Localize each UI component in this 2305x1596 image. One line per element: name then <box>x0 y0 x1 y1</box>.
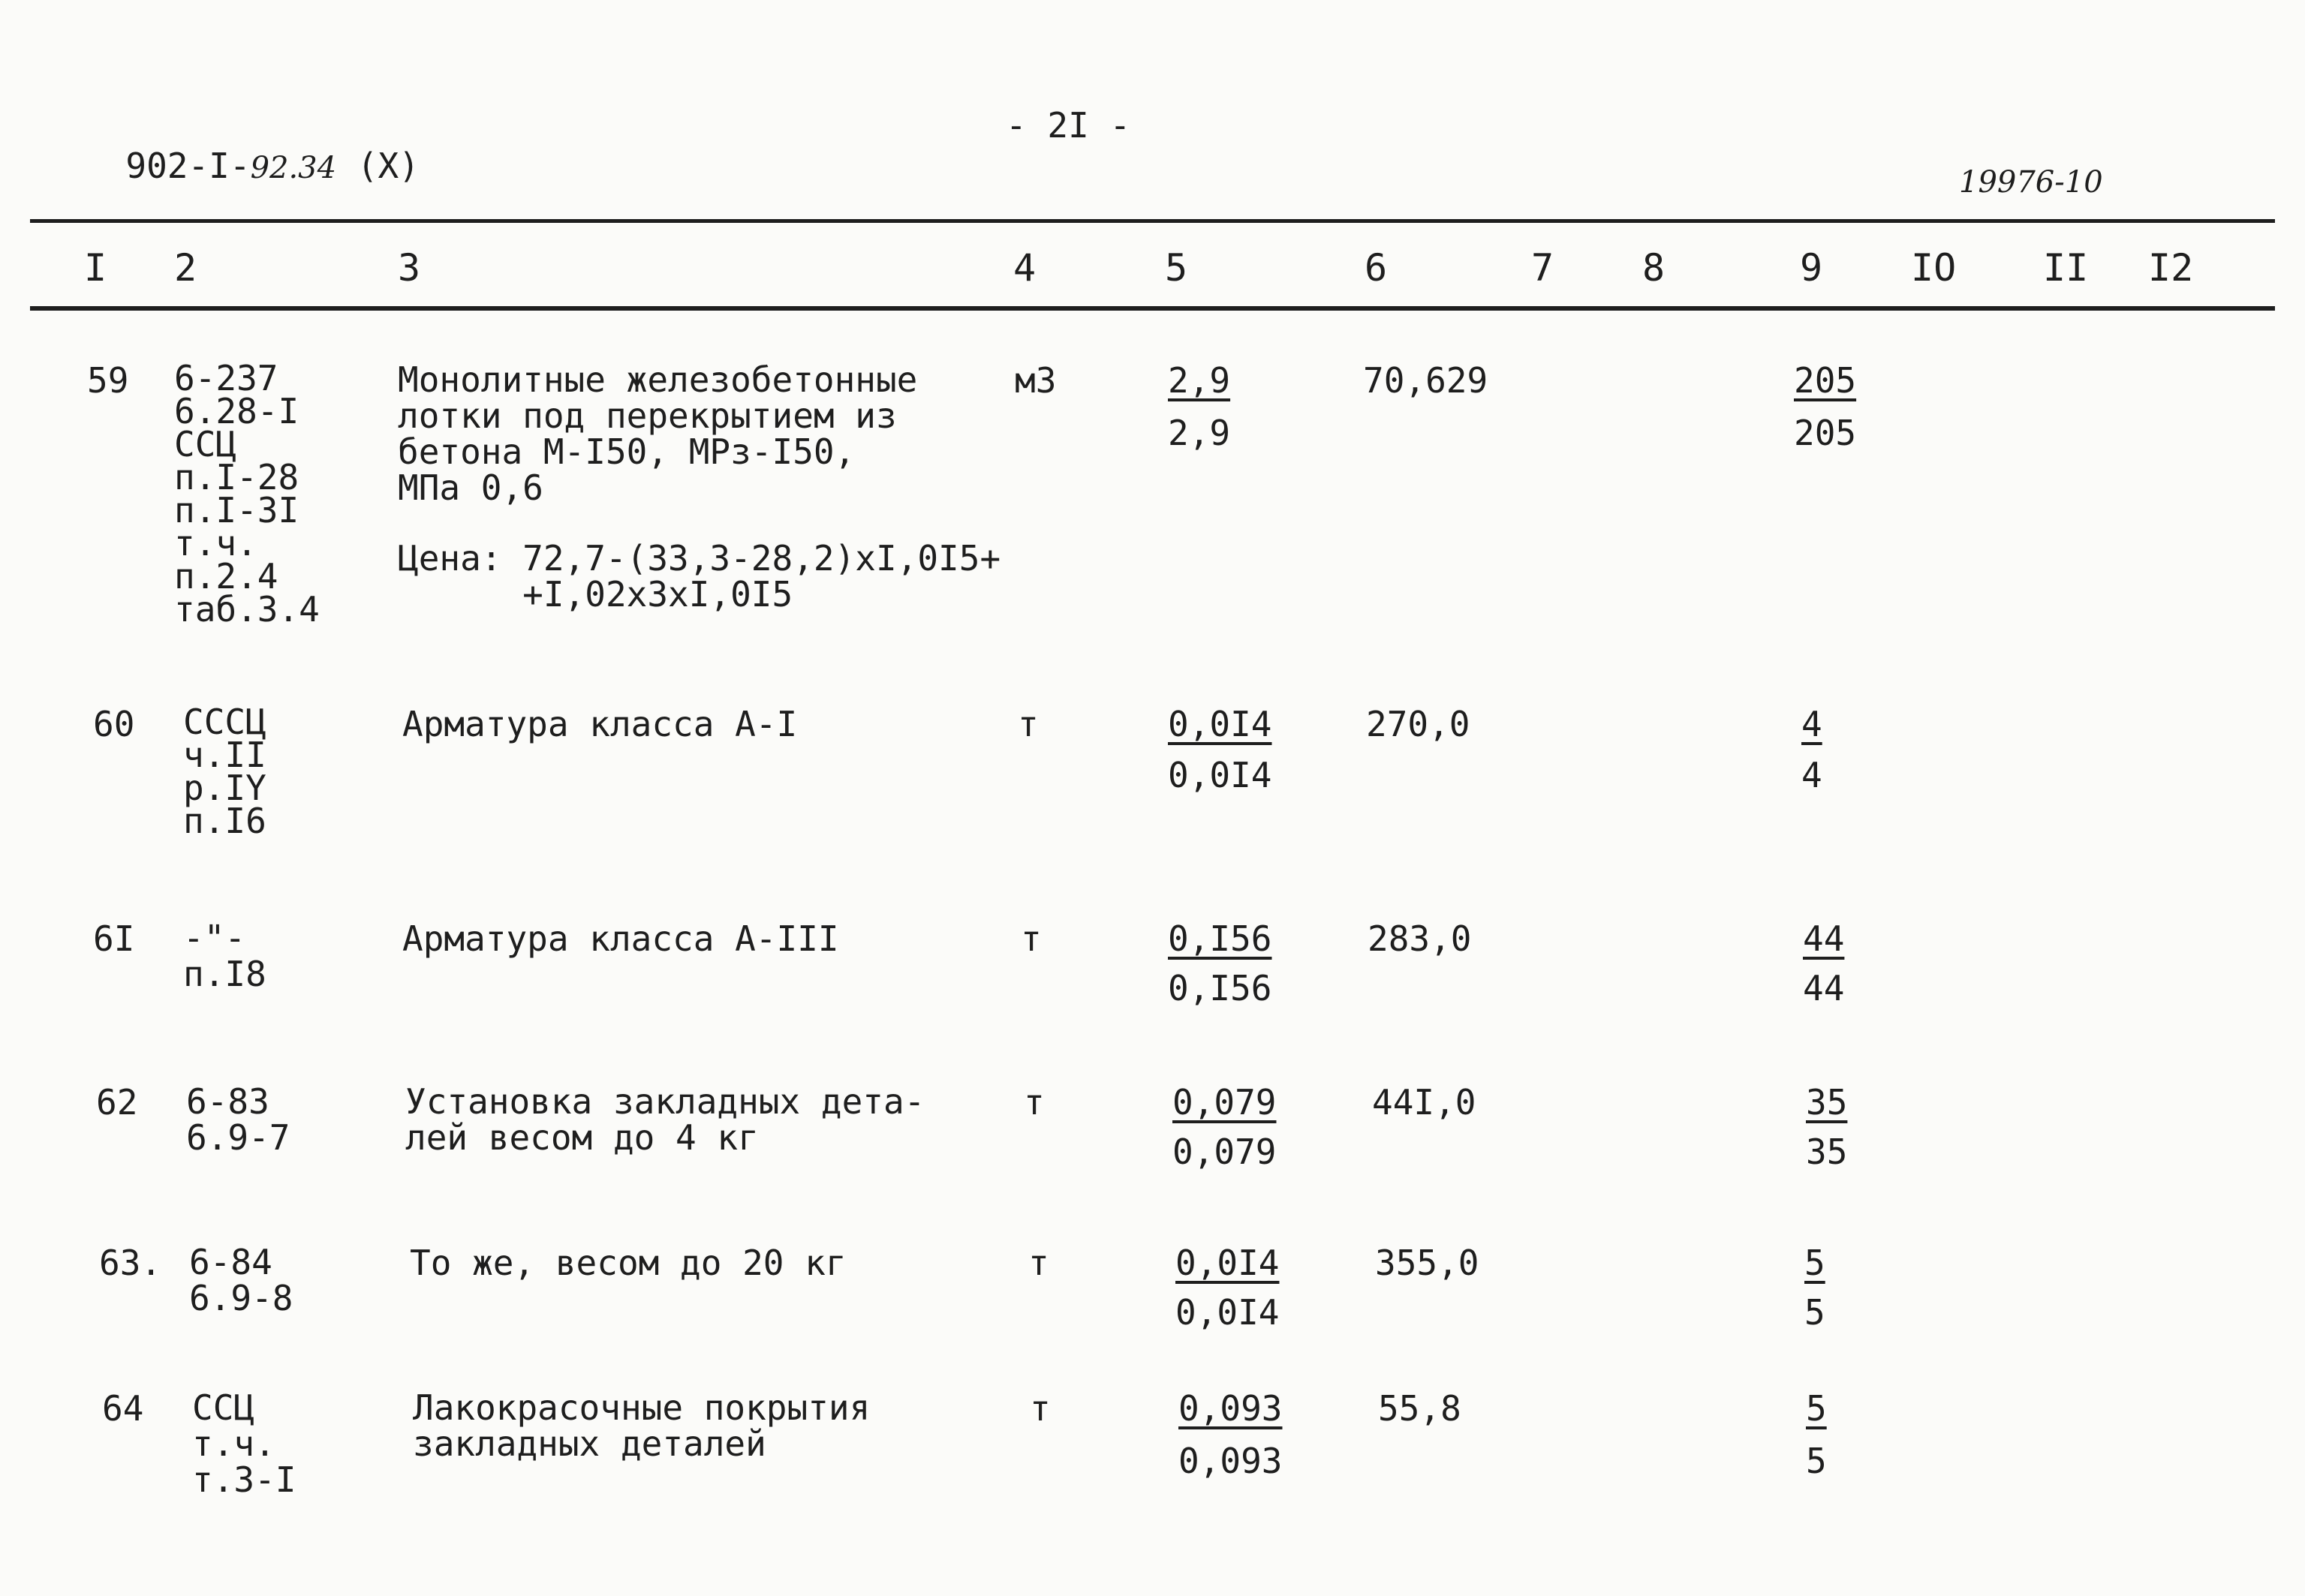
basis-reference: 6-84 6.9-8 <box>189 1242 293 1318</box>
item-name: То же, весом до 20 кг <box>410 1243 847 1283</box>
basis-reference: -"- п.I8 <box>183 918 266 994</box>
top-rule <box>30 219 2275 223</box>
quantity-bottom: 0,093 <box>1178 1441 1283 1481</box>
quantity-top: 0,079 <box>1172 1082 1277 1123</box>
column-number: II <box>2043 246 2089 290</box>
page-number: - 2I - <box>1006 105 1131 146</box>
quantity-bottom: 2,9 <box>1168 413 1231 453</box>
column-number: 3 <box>398 246 421 290</box>
document-code-handwritten: 92.34 <box>250 151 337 185</box>
row-number: 64 <box>102 1388 144 1429</box>
quantity-bottom: 0,0I4 <box>1175 1292 1280 1333</box>
item-name: Установка закладных дета- лей весом до 4 кг <box>405 1081 925 1158</box>
cost-top: 35 <box>1806 1082 1848 1123</box>
quantity-top: 0,I56 <box>1168 918 1272 959</box>
column-number: 9 <box>1800 246 1823 290</box>
cost-top: 4 <box>1801 704 1822 744</box>
column-number: 7 <box>1531 246 1554 290</box>
quantity-top: 0,093 <box>1178 1388 1283 1429</box>
column-number: 6 <box>1365 246 1388 290</box>
unit-price: 44I,0 <box>1372 1082 1476 1123</box>
document-code-printed: 902-I- <box>125 146 251 186</box>
quantity-top: 0,0I4 <box>1168 704 1272 744</box>
quantity-top: 0,0I4 <box>1175 1243 1280 1283</box>
column-number: I <box>84 246 107 290</box>
row-number: 63. <box>99 1243 162 1283</box>
cost-bottom: 5 <box>1806 1441 1827 1481</box>
unit-price: 283,0 <box>1368 918 1472 959</box>
quantity-top: 2,9 <box>1168 360 1231 401</box>
item-name: Арматура класса А-III <box>402 918 839 959</box>
document-code-suffix: (Х) <box>357 146 420 186</box>
basis-reference: 6-237 6.28-I ССЦ п.I-28 п.I-3I т.ч. п.2.4 таб.3.4 <box>174 358 320 630</box>
quantity-bottom: 0,0I4 <box>1168 755 1272 795</box>
cost-top: 44 <box>1803 918 1845 959</box>
column-number: 2 <box>174 246 197 290</box>
quantity-bottom: 0,I56 <box>1168 968 1272 1008</box>
price-formula: Цена: 72,7-(33,3-28,2)хI,0I5+ +I,02х3хI,0I5 <box>398 538 1001 615</box>
unit-price: 70,629 <box>1363 360 1488 401</box>
unit: м3 <box>1015 360 1057 401</box>
unit: т <box>1024 1082 1045 1123</box>
quantity-bottom: 0,079 <box>1172 1132 1277 1172</box>
cost-bottom: 4 <box>1801 755 1822 795</box>
cost-bottom: 44 <box>1803 968 1845 1008</box>
document-code <box>84 105 420 186</box>
unit-price: 355,0 <box>1375 1243 1479 1283</box>
cost-bottom: 35 <box>1806 1132 1848 1172</box>
header-rule <box>30 306 2275 311</box>
row-number: 6I <box>93 918 135 959</box>
column-number: 8 <box>1642 246 1666 290</box>
unit-price: 270,0 <box>1366 704 1470 744</box>
column-number: I2 <box>2148 246 2194 290</box>
item-name: Монолитные железобетонные лотки под перекрытием из бетона М-I50, МРз-I50, МПа 0,6 <box>398 359 918 508</box>
unit: т <box>1028 1243 1049 1283</box>
unit: т <box>1030 1388 1051 1429</box>
item-name: Лакокрасочные покрытия закладных деталей <box>413 1387 871 1464</box>
unit: т <box>1018 704 1039 744</box>
basis-reference: 6-83 6.9-7 <box>186 1081 290 1158</box>
cost-bottom: 205 <box>1794 413 1857 453</box>
column-number: IO <box>1911 246 1957 290</box>
cost-bottom: 5 <box>1804 1292 1825 1333</box>
column-number: 4 <box>1013 246 1037 290</box>
row-number: 59 <box>87 360 129 401</box>
cost-top: 5 <box>1806 1388 1827 1429</box>
inventory-number: 19976-10 <box>1959 165 2103 200</box>
cost-top: 205 <box>1794 360 1857 401</box>
unit-price: 55,8 <box>1378 1388 1461 1429</box>
basis-reference: ССЦ т.ч. т.3-I <box>192 1387 296 1500</box>
row-number: 60 <box>93 704 135 744</box>
row-number: 62 <box>96 1082 138 1123</box>
cost-top: 5 <box>1804 1243 1825 1283</box>
item-name: Арматура класса А-I <box>402 704 798 744</box>
column-number: 5 <box>1165 246 1188 290</box>
unit: т <box>1021 918 1042 959</box>
basis-reference: СССЦ ч.II р.IY п.I6 <box>183 702 266 841</box>
